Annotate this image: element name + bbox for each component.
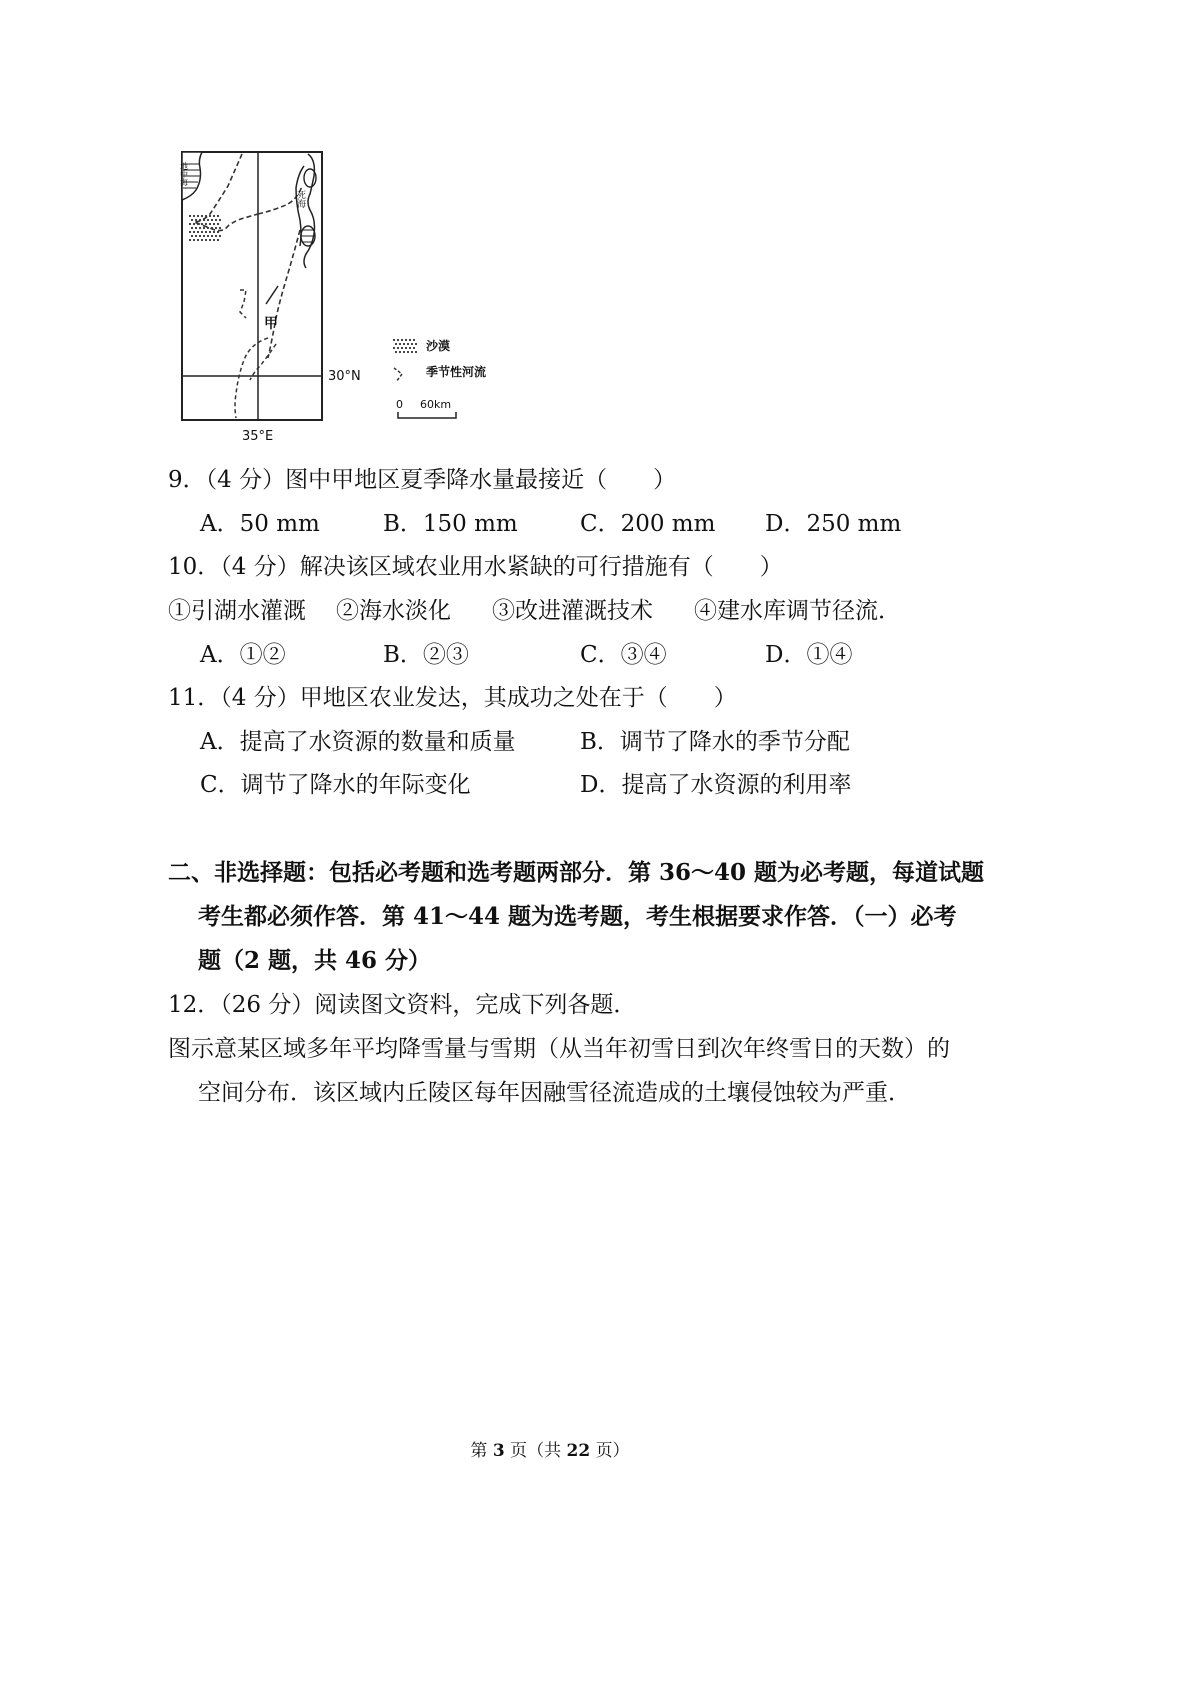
desert-dot (193, 223, 195, 225)
map-legend (393, 338, 486, 418)
desert-dot (217, 231, 219, 233)
desert-dot (203, 227, 205, 229)
legend-desert-symbol (393, 339, 417, 353)
desert-dot (209, 223, 211, 225)
desert-dot (209, 239, 211, 241)
desert-dot (209, 231, 211, 233)
q11-option-b: B．调节了降水的季节分配 (580, 729, 850, 755)
q12-paragraph-line2: 空间分布．该区域内丘陵区每年因融雪径流造成的土壤侵蚀较为严重． (198, 1080, 911, 1106)
desert-dot (209, 215, 211, 217)
desert-dot (393, 347, 395, 349)
desert-dot (211, 227, 213, 229)
desert-dot (203, 235, 205, 237)
desert-dot (207, 235, 209, 237)
desert-dot (201, 223, 203, 225)
map-figure (180, 150, 580, 490)
desert-dot (193, 239, 195, 241)
desert-dot (213, 215, 215, 217)
desert-dot (401, 347, 403, 349)
desert-dot (193, 231, 195, 233)
desert-dot (191, 219, 193, 221)
desert-dot (199, 219, 201, 221)
desert-dot (189, 215, 191, 217)
q10-item-3: ③改进灌溉技术 (492, 598, 653, 624)
footer-page-number: 3 (492, 1441, 505, 1461)
desert-dot (193, 215, 195, 217)
q10-option-a: A．①② (200, 642, 286, 668)
mediterranean-label: 地中海 (180, 162, 189, 186)
q10-item-4: ④建水库调节径流． (694, 598, 901, 624)
scale-bar (398, 412, 456, 418)
desert-dot (401, 339, 403, 341)
desert-dot (201, 215, 203, 217)
desert-dot (195, 227, 197, 229)
q10-item-1: ①引湖水灌溉 (168, 598, 306, 624)
q10-option-c: C．③④ (580, 642, 667, 668)
desert-dot (215, 219, 217, 221)
q12-paragraph-line1: 图示意某区域多年平均降雪量与雪期（从当年初雪日到次年终雪日的天数）的 (168, 1036, 950, 1062)
desert-dot (411, 343, 413, 345)
q11-option-d: D．提高了水资源的利用率 (580, 772, 852, 798)
q9-option-b: B．150 mm (383, 511, 518, 537)
desert-dot (399, 343, 401, 345)
desert-dot (191, 235, 193, 237)
desert-dot (213, 223, 215, 225)
desert-dot (205, 239, 207, 241)
jia-label: 甲 (264, 316, 278, 332)
desert-dot (405, 347, 407, 349)
desert-dot (189, 239, 191, 241)
legend-river-symbol (394, 368, 402, 382)
desert-dot (395, 351, 397, 353)
footer-total-pages: 22 (566, 1441, 591, 1461)
q10-option-d: D．①④ (765, 642, 853, 668)
desert-dot (405, 339, 407, 341)
seasonal-river (250, 344, 276, 380)
q10-stem: 10．（4 分）解决该区域农业用水紧缺的可行措施有（ ） (168, 554, 783, 580)
desert-dot (215, 227, 217, 229)
q11-stem: 11．（4 分）甲地区农业发达，其成功之处在于（ ） (168, 685, 737, 711)
desert-dot (395, 343, 397, 345)
desert-dot (217, 215, 219, 217)
dead-sea (295, 154, 316, 268)
section2-heading-line2: 考生都必须作答．第 41～44 题为选考题，考生根据要求作答．（一）必考 (198, 903, 957, 930)
desert-dot (211, 235, 213, 237)
desert-dot (219, 227, 221, 229)
desert-dot (411, 351, 413, 353)
desert-dot (197, 215, 199, 217)
desert-dot (397, 339, 399, 341)
desert-dot (409, 347, 411, 349)
desert-dot (393, 339, 395, 341)
section2-heading-line1: 二、非选择题：包括必考题和选考题两部分．第 36～40 题为必考题，每道试题 (168, 859, 985, 886)
q9-stem: 9．（4 分）图中甲地区夏季降水量最接近（ ） (168, 467, 677, 493)
jia-marker-line (266, 286, 278, 304)
q10-option-b: B．②③ (383, 642, 469, 668)
mediterranean-sea (180, 152, 202, 200)
longitude-label: 35°E (242, 429, 274, 444)
desert-dot (205, 231, 207, 233)
dead-sea-label: 死海 (295, 190, 305, 208)
desert-dot (201, 239, 203, 241)
legend-desert-label: 沙漠 (426, 339, 451, 353)
scale-zero-label: 0 (396, 398, 403, 411)
desert-dot (199, 227, 201, 229)
section2-heading-line3: 题（2 题，共 46 分） (198, 947, 432, 974)
desert-dot (195, 235, 197, 237)
desert-dot (407, 351, 409, 353)
desert-dot (415, 351, 417, 353)
latitude-label: 30°N (328, 369, 361, 384)
desert-dot (205, 223, 207, 225)
desert-dot (205, 215, 207, 217)
desert-dot (197, 231, 199, 233)
desert-dot (213, 239, 215, 241)
desert-dot (189, 231, 191, 233)
desert-dot (413, 347, 415, 349)
q9-option-c: C．200 mm (580, 511, 716, 537)
desert-dot (199, 235, 201, 237)
seasonal-river (240, 290, 246, 318)
desert-dot (403, 351, 405, 353)
q10-item-2: ②海水淡化 (336, 598, 451, 624)
desert-dot (211, 219, 213, 221)
page-footer (0, 1436, 1100, 1461)
desert-dot (407, 343, 409, 345)
desert-dot (207, 219, 209, 221)
desert-dot (415, 343, 417, 345)
footer-middle: 页（共 (510, 1441, 562, 1461)
desert-dot (219, 219, 221, 221)
desert-dot (213, 231, 215, 233)
scale-distance-label: 60km (420, 398, 452, 411)
q9-option-d: D．250 mm (765, 511, 902, 537)
desert-dot (203, 219, 205, 221)
desert-dot (195, 219, 197, 221)
desert-dot (413, 339, 415, 341)
desert-dot (215, 235, 217, 237)
legend-river-label: 季节性河流 (426, 365, 487, 379)
desert-dot (403, 343, 405, 345)
desert-dot (189, 223, 191, 225)
desert-dot (217, 223, 219, 225)
desert-dot (207, 227, 209, 229)
footer-prefix: 第 (470, 1441, 488, 1461)
q11-option-c: C．调节了降水的年际变化 (200, 772, 471, 798)
q12-stem: 12．（26 分）阅读图文资料，完成下列各题． (168, 992, 637, 1018)
q9-option-a: A．50 mm (200, 511, 320, 537)
desert-dot (191, 227, 193, 229)
desert-dot (409, 339, 411, 341)
desert-dot (399, 351, 401, 353)
desert-dot (197, 223, 199, 225)
desert-dot (397, 347, 399, 349)
desert-dot (201, 231, 203, 233)
desert-dot (197, 239, 199, 241)
desert-dot (217, 239, 219, 241)
desert-dot (219, 235, 221, 237)
footer-suffix: 页） (595, 1441, 630, 1461)
q11-option-a: A．提高了水资源的数量和质量 (200, 729, 516, 755)
